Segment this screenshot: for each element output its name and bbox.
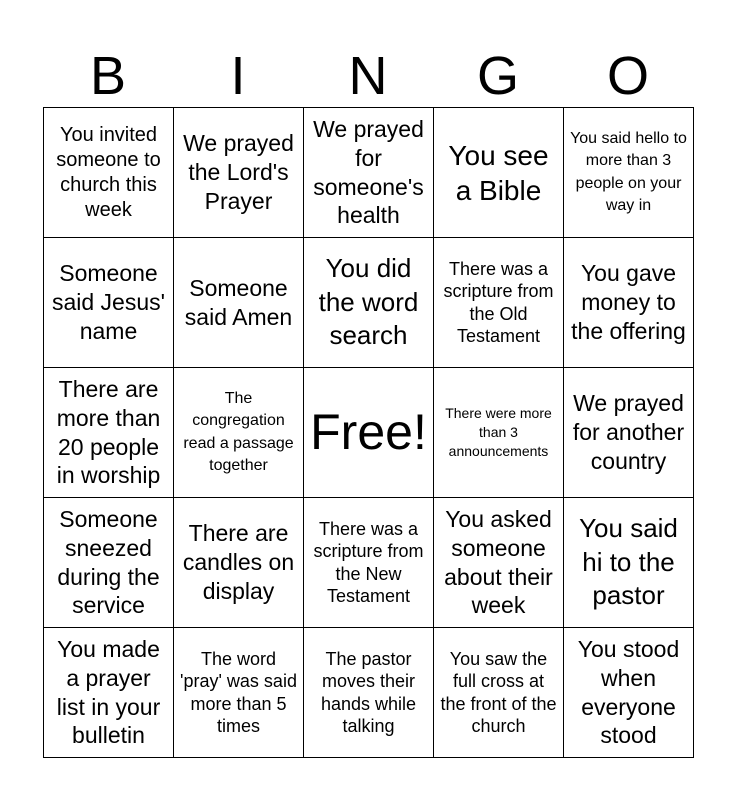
bingo-cell[interactable]: The pastor moves their hands while talking (304, 628, 434, 758)
bingo-cell[interactable]: You gave money to the offering (564, 238, 694, 368)
bingo-cell[interactable]: You said hi to the pastor (564, 498, 694, 628)
bingo-cell[interactable]: You asked someone about their week (434, 498, 564, 628)
bingo-cell[interactable]: You invited someone to church this week (44, 108, 174, 238)
header-letter-b: B (89, 46, 127, 106)
bingo-cell[interactable]: There are candles on display (174, 498, 304, 628)
bingo-cell[interactable]: You did the word search (304, 238, 434, 368)
bingo-cell[interactable]: We prayed for someone's health (304, 108, 434, 238)
bingo-cell[interactable]: The word 'pray' was said more than 5 times (174, 628, 304, 758)
bingo-cell[interactable]: Someone said Amen (174, 238, 304, 368)
header-letter-n: N (348, 46, 388, 106)
bingo-cell[interactable]: You see a Bible (434, 108, 564, 238)
bingo-cell[interactable]: You stood when everyone stood (564, 628, 694, 758)
header-letter-o: O (606, 46, 649, 106)
bingo-cell[interactable]: Someone sneezed during the service (44, 498, 174, 628)
bingo-cell[interactable]: You saw the full cross at the front of the church (434, 628, 564, 758)
bingo-cell[interactable]: We prayed the Lord's Prayer (174, 108, 304, 238)
free-space[interactable]: Free! (304, 368, 434, 498)
bingo-cell[interactable]: The congregation read a passage together (174, 368, 304, 498)
bingo-cell[interactable]: There was a scripture from the New Testament (304, 498, 434, 628)
bingo-header (43, 46, 693, 106)
header-letter-g: G (476, 46, 519, 106)
bingo-board (43, 107, 694, 758)
bingo-cell[interactable]: There was a scripture from the Old Testament (434, 238, 564, 368)
bingo-cell[interactable]: Someone said Jesus' name (44, 238, 174, 368)
bingo-cell[interactable]: You made a prayer list in your bulletin (44, 628, 174, 758)
bingo-cell[interactable]: There were more than 3 announcements (434, 368, 564, 498)
bingo-cell[interactable]: There are more than 20 people in worship (44, 368, 174, 498)
bingo-cell[interactable]: You said hello to more than 3 people on your way in (564, 108, 694, 238)
bingo-cell[interactable]: We prayed for another country (564, 368, 694, 498)
header-letter-i: I (230, 46, 246, 106)
